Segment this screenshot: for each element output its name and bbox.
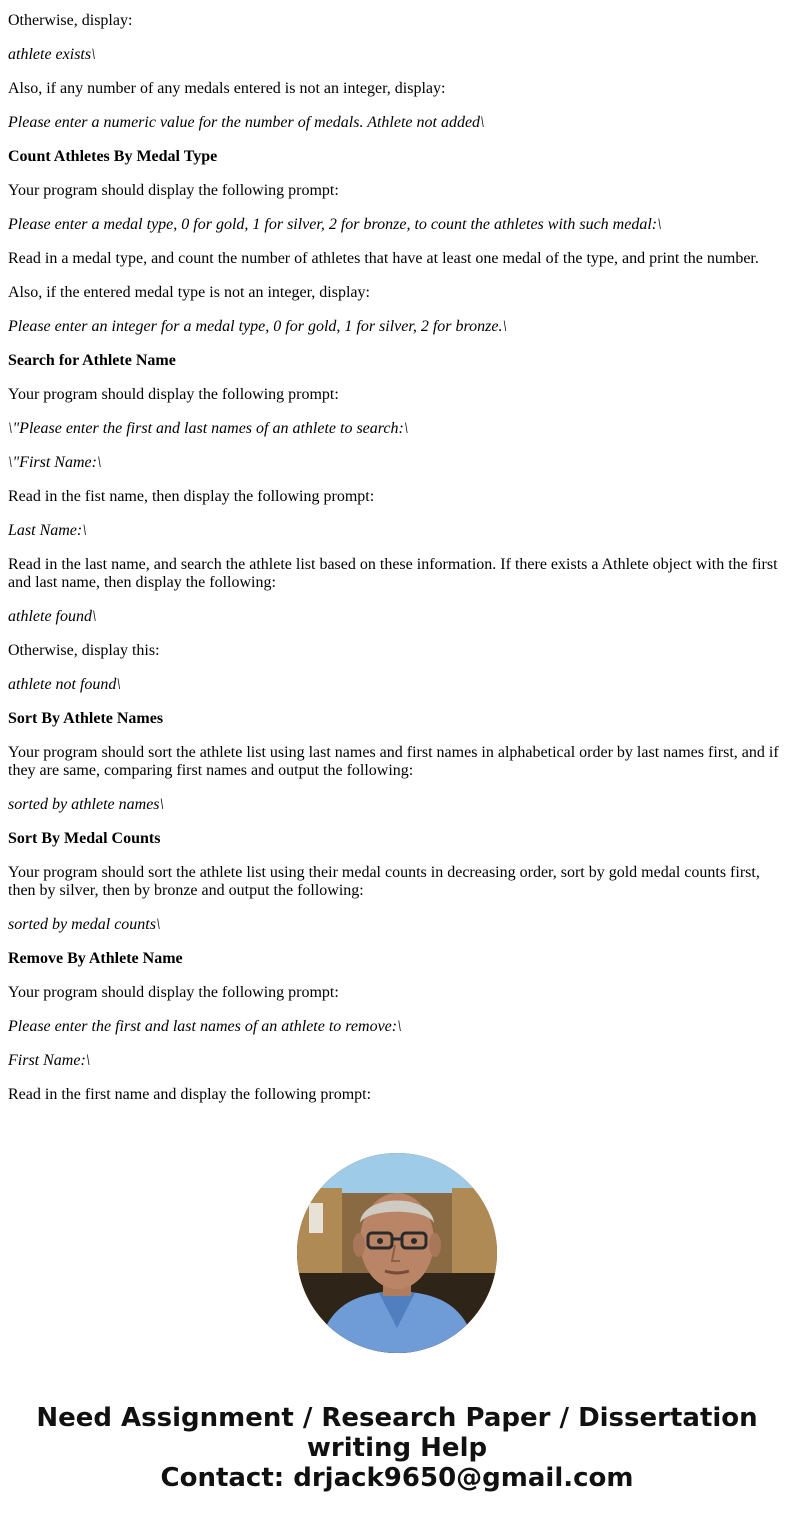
prompt-text: \"First Name:\ — [8, 454, 102, 471]
section-heading: Sort By Athlete Names — [8, 710, 164, 727]
prompt-text: Please enter the first and last names of an athlete to remove:\ — [8, 1018, 402, 1035]
paragraph: Read in the first name and display the following prompt: — [8, 1086, 372, 1103]
section-heading: Search for Athlete Name — [8, 352, 176, 369]
promo-banner — [0, 1403, 794, 1493]
paragraph: Your program should display the following prompt: — [8, 182, 339, 199]
prompt-text: Please enter a numeric value for the number of medals. Athlete not added\ — [8, 114, 485, 131]
prompt-text: \"Please enter the first and last names of an athlete to search:\ — [8, 420, 409, 437]
paragraph: Your program should sort the athlete list using their medal counts in decreasing order, sort by gold medal counts first, then by silver, then by bronze and output the following: — [8, 864, 760, 899]
paragraph: Read in the last name, and search the athlete list based on these information. If there exists a Athlete object with the first and last name, then display the following: — [8, 556, 778, 591]
paragraph: Also, if the entered medal type is not an integer, display: — [8, 284, 370, 301]
paragraph: Otherwise, display: — [8, 12, 133, 29]
paragraph: Read in a medal type, and count the number of athletes that have at least one medal of the type, and print the number. — [8, 250, 759, 267]
promo-line: writing Help — [306, 1433, 488, 1463]
paragraph: Read in the fist name, then display the following prompt: — [8, 488, 375, 505]
prompt-text: sorted by medal counts\ — [8, 916, 161, 933]
avatar — [297, 1153, 497, 1353]
document-body — [8, 12, 786, 1120]
paragraph: Your program should sort the athlete list using last names and first names in alphabetical order by last names first, and if they are same, comparing first names and output the following: — [8, 744, 779, 779]
portrait-image — [297, 1153, 497, 1353]
prompt-text: athlete found\ — [8, 608, 97, 625]
paragraph: Otherwise, display this: — [8, 642, 160, 659]
prompt-text: sorted by athlete names\ — [8, 796, 164, 813]
section-heading: Count Athletes By Medal Type — [8, 148, 218, 165]
prompt-text: Please enter an integer for a medal type, 0 for gold, 1 for silver, 2 for bronze.\ — [8, 318, 507, 335]
prompt-text: First Name:\ — [8, 1052, 91, 1069]
section-heading: Sort By Medal Counts — [8, 830, 161, 847]
prompt-text: athlete not found\ — [8, 676, 121, 693]
paragraph: Also, if any number of any medals entered is not an integer, display: — [8, 80, 446, 97]
prompt-text: athlete exists\ — [8, 46, 96, 63]
paragraph: Your program should display the following prompt: — [8, 984, 339, 1001]
promo-line: Need Assignment / Research Paper / Dissertation — [36, 1403, 758, 1433]
promo-contact: Contact: drjack9650@gmail.com — [160, 1463, 634, 1493]
prompt-text: Please enter a medal type, 0 for gold, 1 for silver, 2 for bronze, to count the athletes with such medal:\ — [8, 216, 662, 233]
section-heading: Remove By Athlete Name — [8, 950, 183, 967]
paragraph: Your program should display the following prompt: — [8, 386, 339, 403]
prompt-text: Last Name:\ — [8, 522, 87, 539]
